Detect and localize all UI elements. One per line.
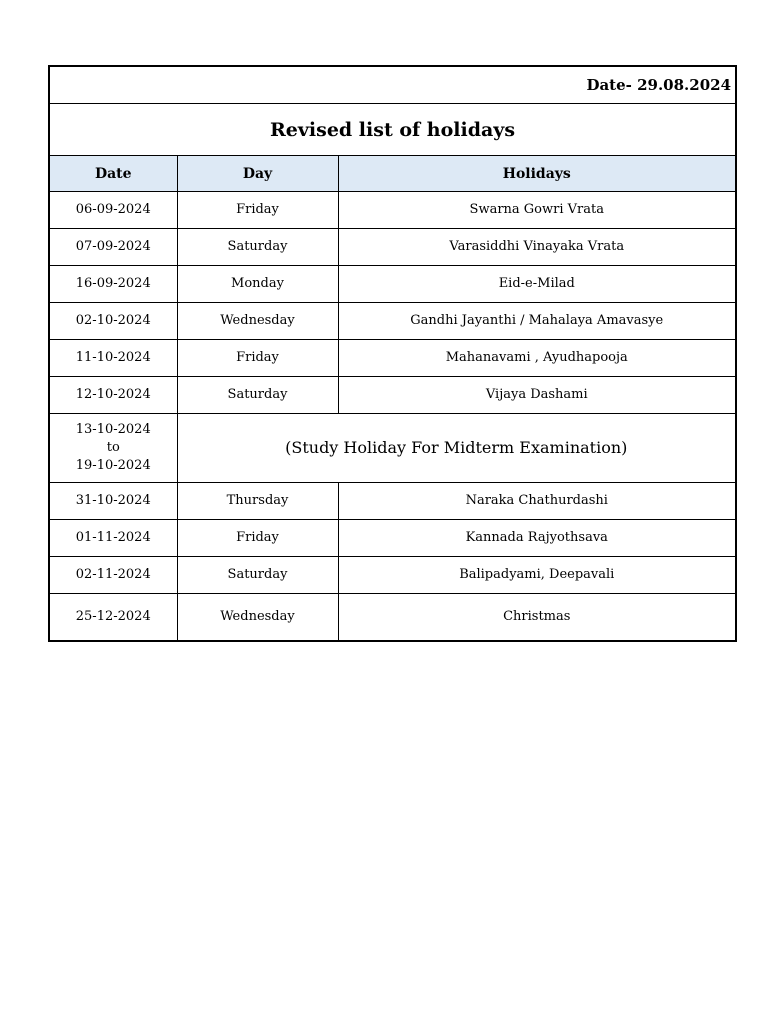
holiday-cell: Gandhi Jayanthi / Mahalaya Amavasye (338, 303, 736, 340)
day-cell: Saturday (177, 557, 338, 594)
holiday-cell: Swarna Gowri Vrata (338, 192, 736, 229)
date-cell: 31-10-2024 (49, 483, 177, 520)
date-cell: 25-12-2024 (49, 594, 177, 642)
document-title-row (49, 104, 736, 156)
table-row (49, 266, 736, 303)
document-date: Date- 29.08.2024 (49, 66, 736, 104)
range-connector: to (106, 440, 120, 455)
day-cell: Friday (177, 192, 338, 229)
holiday-cell: Kannada Rajyothsava (338, 520, 736, 557)
table-row (49, 192, 736, 229)
study-holiday-row (49, 414, 736, 483)
date-cell: 07-09-2024 (49, 229, 177, 266)
table-row (49, 340, 736, 377)
holiday-cell: Varasiddhi Vinayaka Vrata (338, 229, 736, 266)
range-end-date: 19-10-2024 (75, 458, 151, 473)
table-row (49, 594, 736, 642)
header-day: Day (177, 156, 338, 192)
day-cell: Thursday (177, 483, 338, 520)
day-cell: Saturday (177, 377, 338, 414)
date-cell: 02-10-2024 (49, 303, 177, 340)
date-range-cell (49, 414, 177, 483)
holiday-cell: Naraka Chathurdashi (338, 483, 736, 520)
table-row (49, 520, 736, 557)
date-cell: 06-09-2024 (49, 192, 177, 229)
table-row (49, 557, 736, 594)
day-cell: Friday (177, 340, 338, 377)
study-holiday-label: (Study Holiday For Midterm Examination) (177, 414, 736, 483)
range-start-date: 13-10-2024 (75, 422, 151, 437)
holiday-cell: Mahanavami , Ayudhapooja (338, 340, 736, 377)
table-row (49, 303, 736, 340)
table-row (49, 483, 736, 520)
document-date-row (49, 66, 736, 104)
date-cell: 02-11-2024 (49, 557, 177, 594)
date-cell: 11-10-2024 (49, 340, 177, 377)
table-row (49, 377, 736, 414)
holiday-cell: Vijaya Dashami (338, 377, 736, 414)
day-cell: Wednesday (177, 594, 338, 642)
header-date: Date (49, 156, 177, 192)
holiday-cell: Eid-e-Milad (338, 266, 736, 303)
day-cell: Monday (177, 266, 338, 303)
table-row (49, 229, 736, 266)
date-cell: 12-10-2024 (49, 377, 177, 414)
holiday-table (48, 65, 737, 642)
holiday-cell: Christmas (338, 594, 736, 642)
day-cell: Wednesday (177, 303, 338, 340)
table-header-row (49, 156, 736, 192)
day-cell: Friday (177, 520, 338, 557)
document-title: Revised list of holidays (49, 104, 736, 156)
date-cell: 16-09-2024 (49, 266, 177, 303)
day-cell: Saturday (177, 229, 338, 266)
holiday-cell: Balipadyami, Deepavali (338, 557, 736, 594)
header-holidays: Holidays (338, 156, 736, 192)
date-cell: 01-11-2024 (49, 520, 177, 557)
